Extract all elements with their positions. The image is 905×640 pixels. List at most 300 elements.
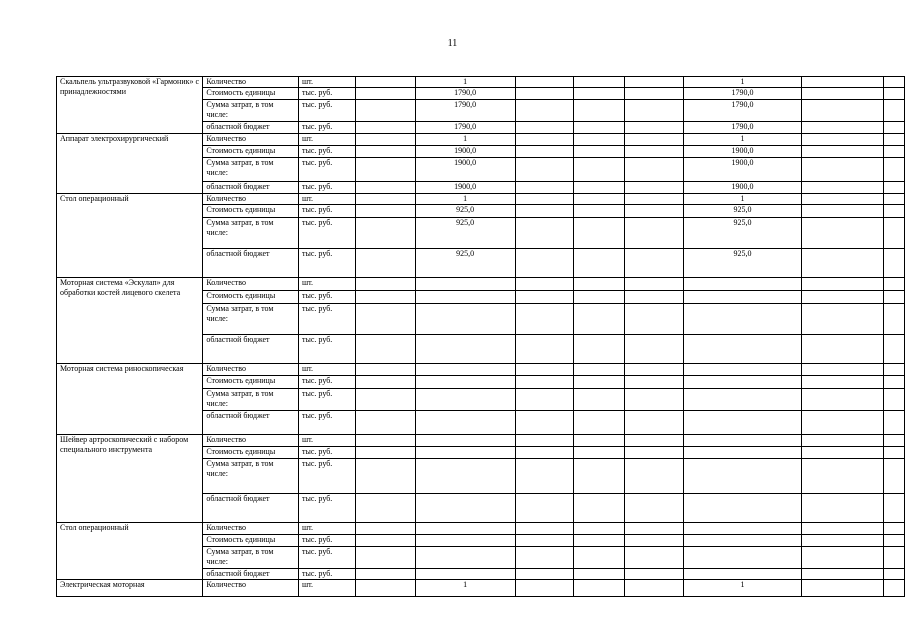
empty-cell — [574, 523, 625, 535]
total-cell — [683, 335, 802, 364]
indicator-cell: Количество — [203, 278, 299, 291]
indicator-cell: Стоимость единицы — [203, 146, 299, 158]
empty-cell — [884, 249, 905, 278]
empty-cell — [625, 547, 684, 569]
empty-cell — [802, 100, 884, 122]
empty-cell — [356, 447, 416, 459]
table-row — [57, 580, 905, 597]
empty-cell — [574, 547, 625, 569]
empty-cell — [625, 304, 684, 335]
empty-cell — [356, 435, 416, 447]
unit-cell: тыс. руб. — [299, 304, 356, 335]
empty-cell — [884, 158, 905, 182]
empty-cell — [356, 523, 416, 535]
total-cell — [683, 447, 802, 459]
empty-cell — [802, 291, 884, 304]
empty-cell — [574, 100, 625, 122]
empty-cell — [802, 494, 884, 523]
empty-cell — [574, 134, 625, 146]
empty-cell — [802, 278, 884, 291]
empty-cell — [515, 304, 574, 335]
empty-cell — [515, 547, 574, 569]
indicator-cell: областной бюджет — [203, 122, 299, 134]
empty-cell — [574, 182, 625, 194]
empty-cell — [625, 122, 684, 134]
empty-cell — [625, 389, 684, 411]
total-cell: 925,0 — [683, 249, 802, 278]
indicator-cell: Стоимость единицы — [203, 535, 299, 547]
value-cell: 1900,0 — [415, 146, 515, 158]
empty-cell — [884, 194, 905, 205]
value-cell — [415, 435, 515, 447]
empty-cell — [574, 447, 625, 459]
indicator-cell: Стоимость единицы — [203, 291, 299, 304]
total-cell: 1900,0 — [683, 158, 802, 182]
empty-cell — [515, 459, 574, 494]
value-cell: 1790,0 — [415, 88, 515, 100]
unit-cell: шт. — [299, 194, 356, 205]
indicator-cell: Количество — [203, 134, 299, 146]
empty-cell — [625, 249, 684, 278]
indicator-cell: Сумма затрат, в том числе: — [203, 459, 299, 494]
value-cell: 925,0 — [415, 249, 515, 278]
empty-cell — [625, 494, 684, 523]
empty-cell — [802, 194, 884, 205]
unit-cell: шт. — [299, 523, 356, 535]
empty-cell — [515, 335, 574, 364]
empty-cell — [802, 304, 884, 335]
unit-cell: тыс. руб. — [299, 411, 356, 435]
empty-cell — [802, 218, 884, 249]
item-name-cell: Скальпель ультразвуковой «Гармоник» с принадлежностями — [57, 77, 203, 134]
value-cell: 1 — [415, 134, 515, 146]
empty-cell — [356, 389, 416, 411]
empty-cell — [356, 122, 416, 134]
indicator-cell: Сумма затрат, в том числе: — [203, 158, 299, 182]
empty-cell — [515, 447, 574, 459]
empty-cell — [625, 278, 684, 291]
total-cell — [683, 291, 802, 304]
empty-cell — [356, 158, 416, 182]
empty-cell — [574, 411, 625, 435]
empty-cell — [574, 376, 625, 389]
unit-cell: тыс. руб. — [299, 335, 356, 364]
value-cell — [415, 535, 515, 547]
indicator-cell: Сумма затрат, в том числе: — [203, 100, 299, 122]
empty-cell — [625, 335, 684, 364]
empty-cell — [515, 205, 574, 218]
empty-cell — [625, 459, 684, 494]
equipment-table — [56, 76, 905, 597]
unit-cell: шт. — [299, 580, 356, 597]
indicator-cell: Количество — [203, 580, 299, 597]
empty-cell — [515, 364, 574, 376]
empty-cell — [356, 88, 416, 100]
empty-cell — [515, 218, 574, 249]
empty-cell — [625, 580, 684, 597]
unit-cell: тыс. руб. — [299, 249, 356, 278]
empty-cell — [802, 447, 884, 459]
unit-cell: тыс. руб. — [299, 100, 356, 122]
empty-cell — [884, 523, 905, 535]
indicator-cell: областной бюджет — [203, 335, 299, 364]
indicator-cell: Стоимость единицы — [203, 376, 299, 389]
empty-cell — [574, 364, 625, 376]
empty-cell — [515, 376, 574, 389]
empty-cell — [625, 435, 684, 447]
empty-cell — [884, 278, 905, 291]
empty-cell — [884, 291, 905, 304]
total-cell: 1 — [683, 194, 802, 205]
empty-cell — [625, 182, 684, 194]
empty-cell — [574, 146, 625, 158]
empty-cell — [884, 411, 905, 435]
value-cell: 1790,0 — [415, 122, 515, 134]
empty-cell — [625, 523, 684, 535]
empty-cell — [625, 100, 684, 122]
value-cell — [415, 389, 515, 411]
empty-cell — [515, 158, 574, 182]
total-cell: 1790,0 — [683, 100, 802, 122]
table-row — [57, 364, 905, 376]
empty-cell — [356, 278, 416, 291]
empty-cell — [625, 411, 684, 435]
value-cell — [415, 547, 515, 569]
total-cell: 925,0 — [683, 205, 802, 218]
empty-cell — [802, 158, 884, 182]
empty-cell — [884, 205, 905, 218]
total-cell: 1900,0 — [683, 146, 802, 158]
empty-cell — [356, 364, 416, 376]
value-cell — [415, 523, 515, 535]
table-row — [57, 278, 905, 291]
empty-cell — [625, 569, 684, 580]
total-cell: 1 — [683, 134, 802, 146]
empty-cell — [884, 447, 905, 459]
empty-cell — [574, 88, 625, 100]
empty-cell — [884, 122, 905, 134]
item-name-cell: Электрическая моторная — [57, 580, 203, 597]
empty-cell — [574, 218, 625, 249]
unit-cell: тыс. руб. — [299, 88, 356, 100]
value-cell: 1790,0 — [415, 100, 515, 122]
empty-cell — [802, 535, 884, 547]
total-cell — [683, 569, 802, 580]
empty-cell — [515, 494, 574, 523]
unit-cell: тыс. руб. — [299, 459, 356, 494]
empty-cell — [356, 146, 416, 158]
unit-cell: тыс. руб. — [299, 158, 356, 182]
value-cell: 925,0 — [415, 205, 515, 218]
value-cell: 1900,0 — [415, 158, 515, 182]
indicator-cell: областной бюджет — [203, 569, 299, 580]
unit-cell: шт. — [299, 77, 356, 88]
total-cell: 1790,0 — [683, 88, 802, 100]
indicator-cell: Количество — [203, 523, 299, 535]
total-cell: 925,0 — [683, 218, 802, 249]
empty-cell — [356, 194, 416, 205]
table-row — [57, 523, 905, 535]
value-cell: 1 — [415, 77, 515, 88]
empty-cell — [625, 291, 684, 304]
empty-cell — [574, 278, 625, 291]
indicator-cell: Сумма затрат, в том числе: — [203, 304, 299, 335]
empty-cell — [574, 335, 625, 364]
unit-cell: тыс. руб. — [299, 535, 356, 547]
empty-cell — [574, 205, 625, 218]
unit-cell: тыс. руб. — [299, 182, 356, 194]
empty-cell — [802, 569, 884, 580]
empty-cell — [574, 194, 625, 205]
total-cell — [683, 435, 802, 447]
empty-cell — [625, 77, 684, 88]
table-row — [57, 134, 905, 146]
empty-cell — [625, 376, 684, 389]
empty-cell — [515, 194, 574, 205]
empty-cell — [625, 88, 684, 100]
empty-cell — [574, 389, 625, 411]
total-cell — [683, 523, 802, 535]
value-cell — [415, 335, 515, 364]
value-cell: 1 — [415, 194, 515, 205]
item-name-cell: Аппарат электрохирургический — [57, 134, 203, 194]
unit-cell: тыс. руб. — [299, 291, 356, 304]
indicator-cell: Сумма затрат, в том числе: — [203, 218, 299, 249]
empty-cell — [574, 249, 625, 278]
empty-cell — [574, 435, 625, 447]
empty-cell — [515, 146, 574, 158]
value-cell — [415, 364, 515, 376]
empty-cell — [802, 88, 884, 100]
empty-cell — [574, 304, 625, 335]
empty-cell — [625, 218, 684, 249]
empty-cell — [884, 547, 905, 569]
total-cell — [683, 278, 802, 291]
empty-cell — [515, 77, 574, 88]
empty-cell — [884, 335, 905, 364]
empty-cell — [356, 580, 416, 597]
empty-cell — [356, 291, 416, 304]
item-name-cell: Шейвер артроскопический с набором специального инструмента — [57, 435, 203, 523]
empty-cell — [574, 122, 625, 134]
unit-cell: тыс. руб. — [299, 376, 356, 389]
total-cell: 1 — [683, 580, 802, 597]
empty-cell — [802, 376, 884, 389]
unit-cell: тыс. руб. — [299, 569, 356, 580]
empty-cell — [884, 376, 905, 389]
empty-cell — [884, 88, 905, 100]
unit-cell: тыс. руб. — [299, 547, 356, 569]
indicator-cell: Количество — [203, 435, 299, 447]
empty-cell — [356, 547, 416, 569]
empty-cell — [356, 569, 416, 580]
empty-cell — [884, 134, 905, 146]
empty-cell — [574, 569, 625, 580]
empty-cell — [884, 535, 905, 547]
empty-cell — [884, 580, 905, 597]
empty-cell — [356, 249, 416, 278]
value-cell — [415, 304, 515, 335]
empty-cell — [515, 291, 574, 304]
indicator-cell: Количество — [203, 194, 299, 205]
empty-cell — [356, 335, 416, 364]
empty-cell — [884, 146, 905, 158]
empty-cell — [356, 182, 416, 194]
empty-cell — [625, 158, 684, 182]
empty-cell — [515, 134, 574, 146]
unit-cell: шт. — [299, 435, 356, 447]
empty-cell — [356, 535, 416, 547]
total-cell — [683, 304, 802, 335]
empty-cell — [356, 205, 416, 218]
value-cell — [415, 291, 515, 304]
indicator-cell: областной бюджет — [203, 494, 299, 523]
empty-cell — [515, 569, 574, 580]
empty-cell — [625, 364, 684, 376]
indicator-cell: Сумма затрат, в том числе: — [203, 389, 299, 411]
empty-cell — [515, 182, 574, 194]
empty-cell — [625, 194, 684, 205]
empty-cell — [574, 580, 625, 597]
empty-cell — [625, 447, 684, 459]
table-row — [57, 435, 905, 447]
empty-cell — [884, 569, 905, 580]
item-name-cell: Стол операционный — [57, 194, 203, 278]
empty-cell — [574, 535, 625, 547]
total-cell — [683, 376, 802, 389]
empty-cell — [884, 182, 905, 194]
page-number: 11 — [447, 38, 458, 49]
indicator-cell: Сумма затрат, в том числе: — [203, 547, 299, 569]
empty-cell — [884, 218, 905, 249]
value-cell — [415, 447, 515, 459]
value-cell — [415, 278, 515, 291]
empty-cell — [356, 218, 416, 249]
empty-cell — [884, 304, 905, 335]
empty-cell — [356, 376, 416, 389]
indicator-cell: областной бюджет — [203, 249, 299, 278]
empty-cell — [515, 535, 574, 547]
empty-cell — [515, 100, 574, 122]
total-cell — [683, 389, 802, 411]
empty-cell — [802, 459, 884, 494]
empty-cell — [574, 77, 625, 88]
unit-cell: тыс. руб. — [299, 146, 356, 158]
empty-cell — [356, 100, 416, 122]
empty-cell — [515, 88, 574, 100]
value-cell: 1900,0 — [415, 182, 515, 194]
item-name-cell: Стол операционный — [57, 523, 203, 580]
empty-cell — [574, 459, 625, 494]
empty-cell — [802, 182, 884, 194]
empty-cell — [625, 134, 684, 146]
value-cell — [415, 376, 515, 389]
empty-cell — [802, 523, 884, 535]
unit-cell: тыс. руб. — [299, 494, 356, 523]
empty-cell — [802, 411, 884, 435]
empty-cell — [802, 389, 884, 411]
empty-cell — [802, 335, 884, 364]
empty-cell — [625, 146, 684, 158]
indicator-cell: Стоимость единицы — [203, 447, 299, 459]
empty-cell — [574, 291, 625, 304]
empty-cell — [802, 580, 884, 597]
value-cell — [415, 411, 515, 435]
unit-cell: тыс. руб. — [299, 205, 356, 218]
value-cell — [415, 569, 515, 580]
empty-cell — [356, 459, 416, 494]
empty-cell — [884, 435, 905, 447]
unit-cell: тыс. руб. — [299, 389, 356, 411]
empty-cell — [884, 389, 905, 411]
table-row — [57, 77, 905, 88]
empty-cell — [515, 411, 574, 435]
value-cell: 1 — [415, 580, 515, 597]
unit-cell: тыс. руб. — [299, 447, 356, 459]
table-row — [57, 194, 905, 205]
empty-cell — [802, 122, 884, 134]
unit-cell: шт. — [299, 364, 356, 376]
indicator-cell: Стоимость единицы — [203, 88, 299, 100]
empty-cell — [802, 77, 884, 88]
item-name-cell: Моторная система риноскопическая — [57, 364, 203, 435]
empty-cell — [884, 494, 905, 523]
empty-cell — [625, 205, 684, 218]
empty-cell — [625, 535, 684, 547]
empty-cell — [356, 77, 416, 88]
total-cell — [683, 547, 802, 569]
empty-cell — [802, 364, 884, 376]
total-cell — [683, 494, 802, 523]
empty-cell — [515, 122, 574, 134]
total-cell — [683, 459, 802, 494]
empty-cell — [356, 494, 416, 523]
empty-cell — [884, 100, 905, 122]
empty-cell — [802, 547, 884, 569]
total-cell — [683, 535, 802, 547]
empty-cell — [515, 523, 574, 535]
indicator-cell: Количество — [203, 77, 299, 88]
empty-cell — [884, 459, 905, 494]
empty-cell — [802, 249, 884, 278]
empty-cell — [356, 304, 416, 335]
empty-cell — [574, 494, 625, 523]
total-cell — [683, 364, 802, 376]
unit-cell: тыс. руб. — [299, 218, 356, 249]
item-name-cell: Моторная система «Эскулап» для обработки костей лицевого скелета — [57, 278, 203, 364]
value-cell — [415, 494, 515, 523]
unit-cell: шт. — [299, 278, 356, 291]
indicator-cell: Количество — [203, 364, 299, 376]
indicator-cell: областной бюджет — [203, 182, 299, 194]
empty-cell — [884, 364, 905, 376]
empty-cell — [515, 580, 574, 597]
indicator-cell: Стоимость единицы — [203, 205, 299, 218]
empty-cell — [802, 146, 884, 158]
value-cell: 925,0 — [415, 218, 515, 249]
total-cell — [683, 411, 802, 435]
empty-cell — [802, 134, 884, 146]
empty-cell — [515, 278, 574, 291]
empty-cell — [802, 205, 884, 218]
empty-cell — [356, 134, 416, 146]
unit-cell: шт. — [299, 134, 356, 146]
empty-cell — [515, 435, 574, 447]
total-cell: 1900,0 — [683, 182, 802, 194]
empty-cell — [574, 158, 625, 182]
unit-cell: тыс. руб. — [299, 122, 356, 134]
total-cell: 1 — [683, 77, 802, 88]
